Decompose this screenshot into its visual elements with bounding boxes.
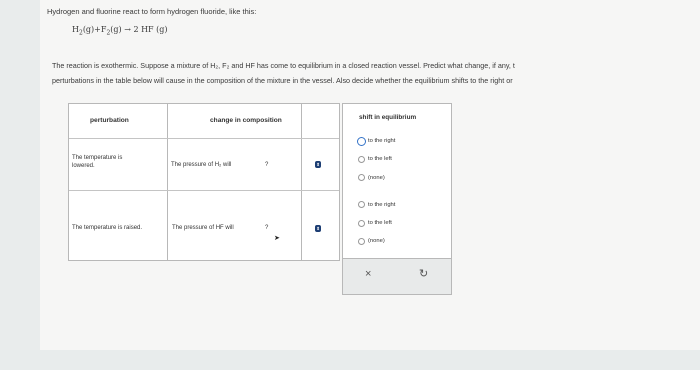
table-row-divider [69, 190, 339, 191]
row1-radio-none[interactable] [358, 174, 365, 181]
dropdown-arrow-icon[interactable]: ⬍ [316, 226, 320, 231]
left-strip [0, 0, 40, 370]
row2-option-right[interactable]: to the right [368, 202, 396, 208]
row1-change-text: The pressure of H₂ will [171, 162, 232, 168]
row2-change-text: The pressure of HF will [172, 225, 234, 231]
table-header-divider [69, 138, 339, 139]
row2-selected-value[interactable]: ? [265, 225, 269, 231]
table-divider-1 [167, 104, 168, 260]
shift-panel [342, 103, 452, 261]
header-perturbation: perturbation [90, 117, 129, 124]
perturbation-table [68, 103, 340, 261]
x-icon[interactable]: × [365, 268, 372, 280]
answer-actions [342, 258, 452, 295]
table-divider-2 [301, 104, 302, 260]
row1-option-left[interactable]: to the left [368, 156, 392, 162]
eq-rhs: 2 HF (g) [133, 25, 168, 34]
row1-selected-value[interactable]: ? [265, 162, 269, 168]
row1-option-right[interactable]: to the right [368, 138, 396, 144]
eq-sub1: 2 [78, 29, 83, 37]
row2-radio-none[interactable] [358, 238, 365, 245]
row1-radio-left[interactable] [358, 156, 365, 163]
bottom-band [0, 350, 700, 370]
row1-perturbation-line1: The temperature is [72, 155, 123, 161]
undo-icon[interactable]: ↻ [419, 268, 429, 280]
eq-sub2: 2 [106, 29, 111, 37]
row1-perturbation-line2: lowered. [72, 162, 95, 169]
header-change: change in composition [210, 117, 282, 124]
row2-option-left[interactable]: to the left [368, 220, 392, 226]
row2-perturbation: The temperature is raised. [72, 225, 143, 231]
header-shift: shift in equilibrium [359, 114, 417, 121]
eq-lhs: H [72, 25, 79, 34]
question-line1: The reaction is exothermic. Suppose a mixture of H₂, F₂ and HF has come to equilibrium in a closed reaction vessel. Predict what change, if any, t [52, 61, 515, 70]
row1-perturbation [72, 155, 122, 170]
eq-state1: (g)+F [82, 25, 107, 34]
row2-option-none[interactable]: (none) [368, 238, 385, 244]
eq-arrow: → [124, 25, 131, 34]
row1-option-none[interactable]: (none) [368, 175, 385, 181]
chemical-equation [72, 25, 168, 37]
mouse-cursor-icon: ➤ [274, 235, 280, 242]
row2-radio-left[interactable] [358, 220, 365, 227]
question-text [52, 58, 692, 88]
row2-radio-right[interactable] [358, 201, 365, 208]
dropdown-arrow-icon[interactable]: ⬍ [316, 162, 320, 167]
eq-state2: (g) [110, 25, 122, 34]
row1-radio-right[interactable] [357, 137, 366, 146]
intro-text: Hydrogen and fluorine react to form hydrogen fluoride, like this: [47, 7, 257, 16]
question-line2: perturbations in the table below will cause in the composition of the mixture in the vessel. Also decide whether the equilibrium shifts to the right or [52, 76, 513, 85]
